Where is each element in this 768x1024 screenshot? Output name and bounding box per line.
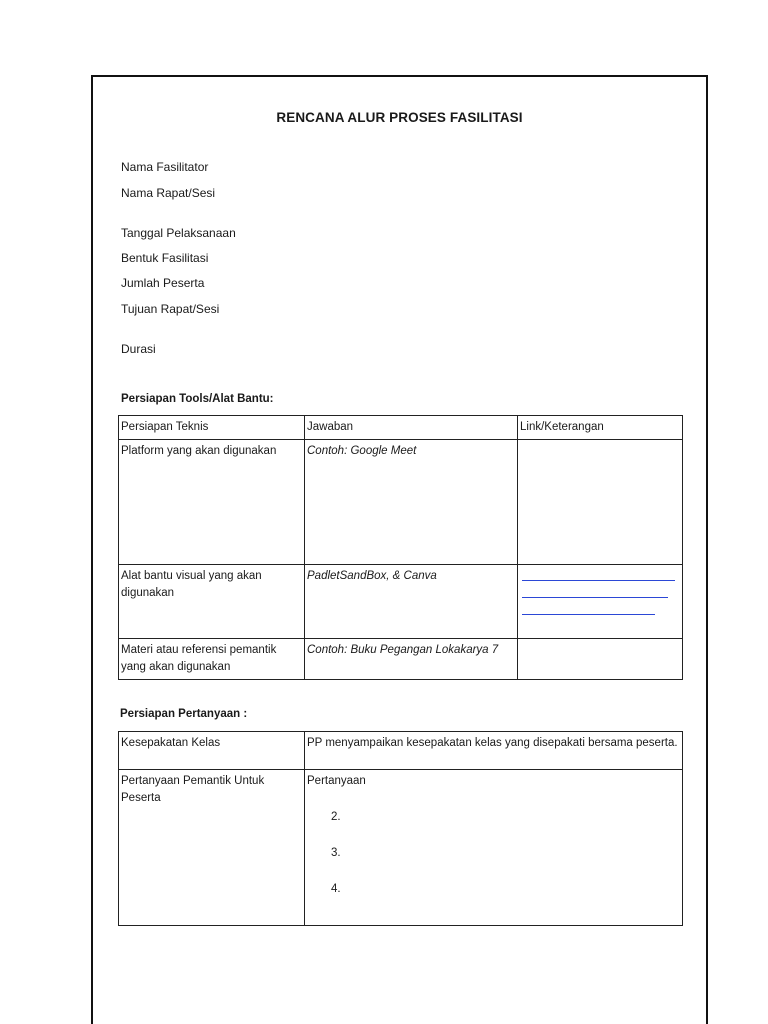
field-tanggal: Tanggal Pelaksanaan (121, 226, 236, 240)
link-underline[interactable] (522, 580, 675, 581)
cell-link (518, 440, 683, 565)
header-jawaban: Jawaban (305, 416, 518, 440)
tools-section-heading: Persiapan Tools/Alat Bantu: (121, 393, 274, 405)
cell-jawaban: PadletSandBox, & Canva (305, 565, 518, 639)
tools-table (118, 415, 683, 680)
question-item: 2. (331, 811, 341, 823)
field-nama-fasilitator: Nama Fasilitator (121, 160, 209, 174)
header-link: Link/Keterangan (518, 416, 683, 440)
questions-section-heading: Persiapan Pertanyaan : (120, 708, 248, 720)
cell-teknis: Platform yang akan digunakan (119, 440, 305, 565)
cell-link (518, 639, 683, 680)
cell-value (305, 770, 683, 926)
cell-label: Kesepakatan Kelas (119, 732, 305, 770)
document-title: RENCANA ALUR PROSES FASILITASI (276, 110, 523, 125)
cell-teknis: Alat bantu visual yang akan digunakan (119, 565, 305, 639)
table-row (119, 770, 683, 926)
table-header-row (119, 416, 683, 440)
table-row (119, 440, 683, 565)
link-underline[interactable] (522, 597, 668, 598)
questions-table (118, 731, 683, 926)
cell-value: PP menyampaikan kesepakatan kelas yang disepakati bersama peserta. (305, 732, 683, 770)
question-item: 4. (331, 883, 341, 895)
cell-jawaban: Contoh: Buku Pegangan Lokakarya 7 (305, 639, 518, 680)
cell-teknis: Materi atau referensi pemantik yang akan digunakan (119, 639, 305, 680)
table-row (119, 565, 683, 639)
header-persiapan-teknis: Persiapan Teknis (119, 416, 305, 440)
cell-label: Pertanyaan Pemantik Untuk Peserta (119, 770, 305, 926)
table-row (119, 639, 683, 680)
field-durasi: Durasi (121, 342, 156, 356)
field-nama-rapat: Nama Rapat/Sesi (121, 186, 216, 200)
field-jumlah: Jumlah Peserta (121, 276, 205, 290)
field-bentuk: Bentuk Fasilitasi (121, 251, 209, 265)
cell-link (518, 565, 683, 639)
cell-jawaban: Contoh: Google Meet (305, 440, 518, 565)
questions-label: Pertanyaan (307, 775, 366, 787)
field-tujuan: Tujuan Rapat/Sesi (121, 302, 220, 316)
link-underline[interactable] (522, 614, 655, 615)
question-item: 3. (331, 847, 341, 859)
table-row (119, 732, 683, 770)
